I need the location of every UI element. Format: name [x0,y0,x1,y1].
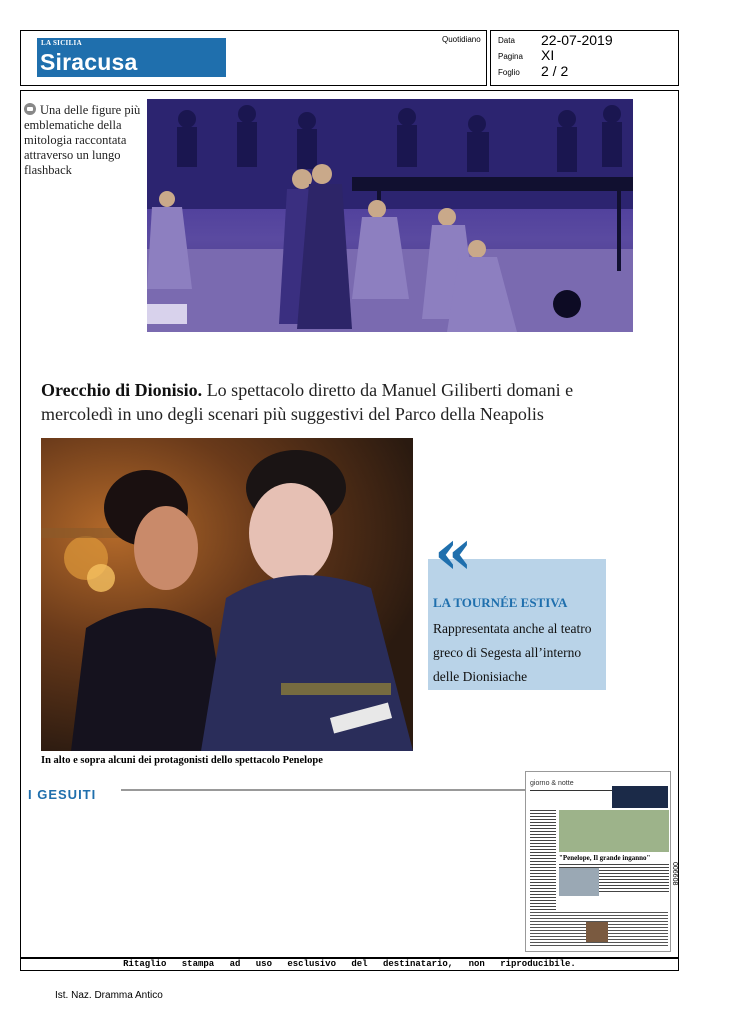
stage-photo-top [147,99,633,332]
camera-icon [24,103,36,115]
thumb-small-photo [559,868,599,896]
sheet-value: 2 / 2 [541,63,569,79]
city-name: Siracusa [40,49,138,75]
actors-illustration [41,438,413,751]
pullquote-title: LA TOURNÉE ESTIVA [433,595,568,610]
sheet-label: Foglio [498,68,520,77]
page-thumbnail [525,771,671,952]
newspaper-logo [37,38,226,77]
bottom-credit: Ist. Naz. Dramma Antico [55,990,163,1001]
date-label: Data [498,36,515,45]
thumb-text-column [530,810,556,910]
photo-caption-bottom: In alto e sopra alcuni dei protagonisti dello spettacolo Penelope [41,755,323,766]
date-value: 22-07-2019 [541,32,613,48]
thumb-top-photo [612,786,668,808]
pullquote-text: Rappresentata anche al teatro greco di Segesta all’interno delle Dionisiache [433,621,592,684]
headline-kicker: Orecchio di Dionisio. [41,380,203,400]
footer-notice: Ritaglio stampa ad uso esclusivo del destinatario, non riproducibile. [20,958,679,971]
side-code: 006608 [671,862,678,886]
thumb-bottom-photo [586,922,608,942]
stage-scene-illustration [147,99,633,332]
thumb-main-photo [559,810,669,852]
quote-mark-icon: « [434,515,473,588]
photo-caption-top [24,103,144,178]
headline-text: Lo spettacolo diretto da Manuel Giliberti domani e mercoledì in uno degli scenari più suggestivi del Parco della Neapolis [41,380,574,424]
publication-type: Quotidiano [442,35,481,44]
page-value: XI [541,47,555,63]
actors-photo [41,438,413,751]
thumb-headline: "Penelope, Il grande inganno" [559,854,651,862]
paper-name: LA SICILIA [41,39,82,47]
page-label: Pagina [498,52,523,61]
next-section-title: I GESUITI [28,787,97,802]
thumb-section-label: giorno & notte [530,780,574,787]
section-divider [121,789,527,791]
photo-caption-top-text: Una delle figure più emblematiche della mitologia raccontata attraverso un lungo flashback [24,103,141,177]
article-headline [41,378,631,426]
